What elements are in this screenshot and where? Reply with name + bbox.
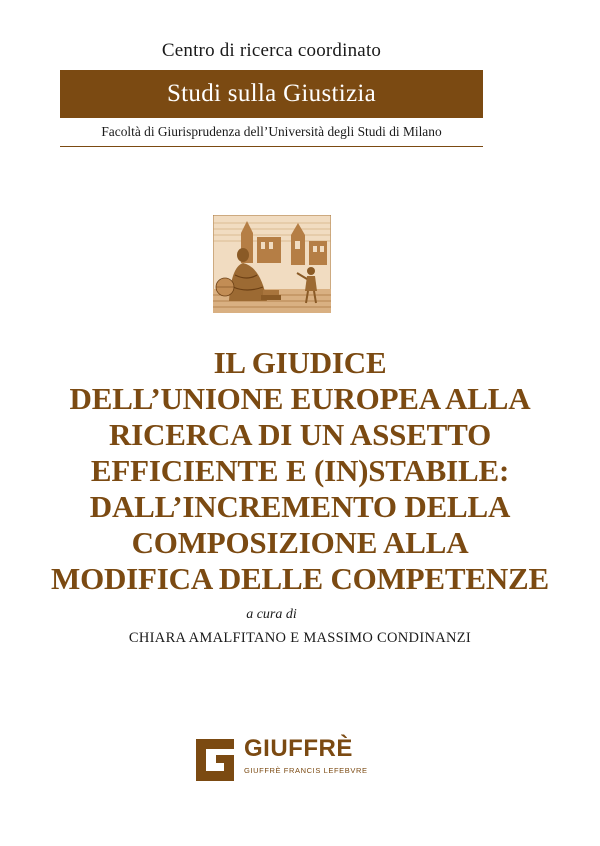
title-line: RICERCA DI UN ASSETTO	[109, 417, 491, 452]
title-line: MODIFICA DELLE COMPETENZE	[51, 561, 549, 596]
series-name: Studi sulla Giustizia	[166, 80, 377, 107]
editors-label: a cura di	[246, 607, 297, 622]
title-line: DELL’UNIONE EUROPEA ALLA	[69, 381, 531, 416]
publisher-logo-icon	[194, 737, 236, 783]
title-line: IL GIUDICE	[213, 345, 387, 380]
title-line: EFFICIENTE E (IN)STABILE:	[90, 453, 510, 488]
engraving-vignette-icon	[213, 215, 331, 313]
book-title	[40, 345, 560, 597]
faculty-line: Facoltà di Giurisprudenza dell’Università degli Studi di Milano	[101, 124, 442, 139]
series-label: Centro di ricerca coordinato	[161, 40, 382, 61]
title-line: COMPOSIZIONE ALLA	[131, 525, 469, 560]
publisher-subtitle: GIUFFRÈ FRANCIS LEFEBVRE	[244, 766, 368, 775]
publisher-name: GIUFFRÈ	[244, 735, 353, 762]
title-line: DALL’INCREMENTO DELLA	[89, 489, 511, 524]
editors-names: CHIARA AMALFITANO E MASSIMO CONDINANZI	[128, 630, 472, 646]
series-band	[60, 70, 483, 118]
divider	[60, 146, 483, 147]
